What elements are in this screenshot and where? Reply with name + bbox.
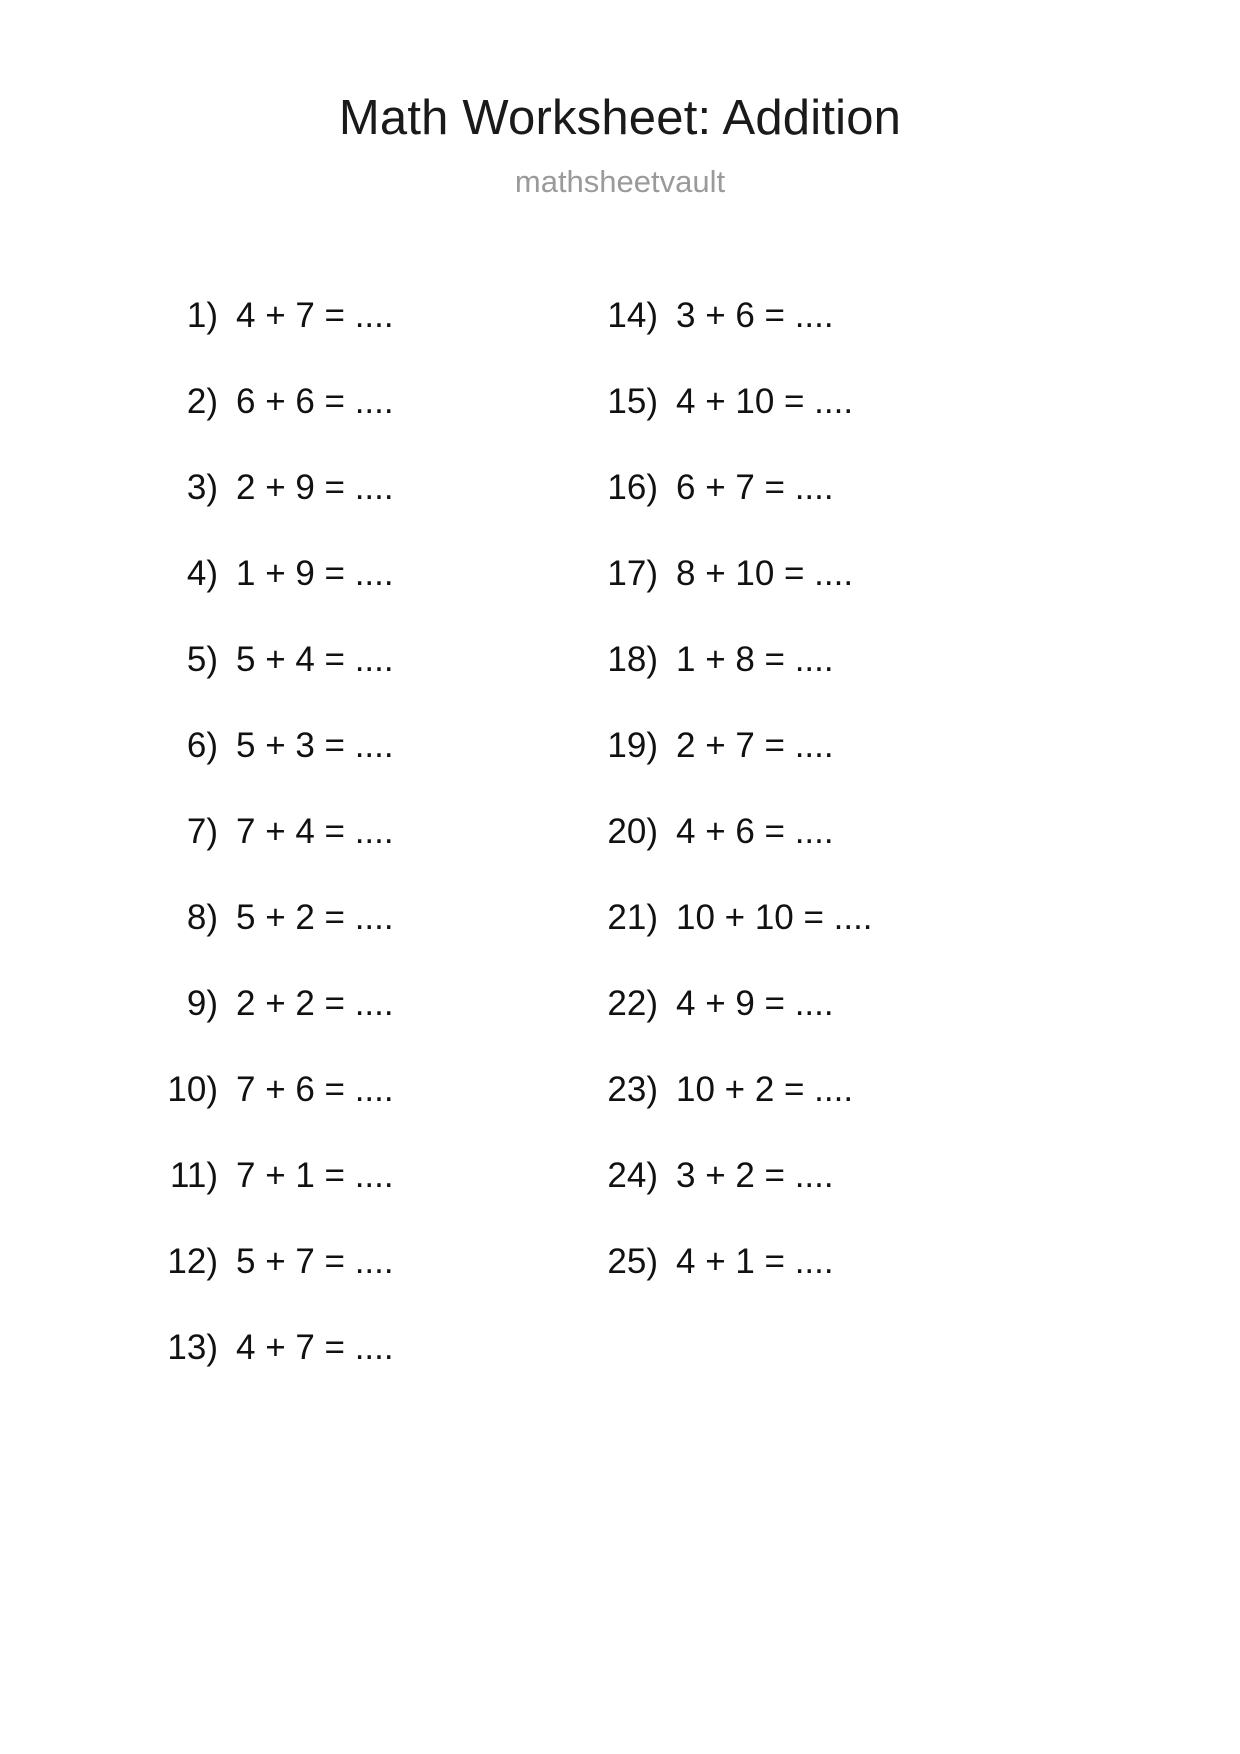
problem-expression: 7 + 6 = ....: [236, 1070, 394, 1109]
problem-item: [160, 898, 600, 984]
problem-item: [160, 726, 600, 812]
problem-item: [600, 296, 1040, 382]
problem-item: [600, 640, 1040, 726]
problem-item: [600, 984, 1040, 1070]
problem-list: [0, 296, 1240, 1414]
problem-expression: 7 + 4 = ....: [236, 812, 394, 851]
problem-expression: 6 + 6 = ....: [236, 382, 394, 421]
problem-number: 6): [186, 726, 218, 765]
problem-expression: 10 + 2 = ....: [676, 1070, 854, 1109]
problem-item: [600, 812, 1040, 898]
problem-item: [160, 1328, 600, 1414]
problem-expression: 4 + 10 = ....: [676, 382, 854, 421]
problem-item: [600, 1242, 1040, 1328]
problem-expression: 2 + 2 = ....: [236, 984, 394, 1023]
problem-item: [600, 468, 1040, 554]
problem-expression: 4 + 7 = ....: [236, 296, 394, 335]
problem-item: [600, 1156, 1040, 1242]
problem-expression: 10 + 10 = ....: [676, 898, 873, 937]
problem-item: [160, 984, 600, 1070]
problem-item: [160, 1070, 600, 1156]
problem-number: 8): [186, 898, 218, 937]
problem-expression: 7 + 1 = ....: [236, 1156, 394, 1195]
problem-expression: 5 + 4 = ....: [236, 640, 394, 679]
problem-number: 20): [607, 812, 658, 851]
problem-item: [160, 296, 600, 382]
problem-expression: 5 + 2 = ....: [236, 898, 394, 937]
problem-item: [160, 640, 600, 726]
problem-number: 22): [607, 984, 658, 1023]
problem-number: 21): [607, 898, 658, 937]
problem-item: [600, 1070, 1040, 1156]
problem-number: 16): [607, 468, 658, 507]
page-subtitle: mathsheetvault: [514, 164, 726, 199]
problem-item: [160, 468, 600, 554]
problem-expression: 3 + 2 = ....: [676, 1156, 834, 1195]
problem-number: 24): [607, 1156, 658, 1195]
left-column: [160, 296, 600, 1414]
page-title: Math Worksheet: Addition: [338, 91, 902, 145]
problem-number: 1): [186, 296, 218, 335]
problem-number: 9): [186, 984, 218, 1023]
problem-expression: 1 + 9 = ....: [236, 554, 394, 593]
problem-number: 17): [607, 554, 658, 593]
problem-expression: 6 + 7 = ....: [676, 468, 834, 507]
problem-expression: 5 + 3 = ....: [236, 726, 394, 765]
problem-number: 14): [607, 296, 658, 335]
problem-item: [160, 554, 600, 640]
problem-item: [160, 382, 600, 468]
problem-expression: 5 + 7 = ....: [236, 1242, 394, 1281]
problem-expression: 1 + 8 = ....: [676, 640, 834, 679]
problem-expression: 4 + 1 = ....: [676, 1242, 834, 1281]
problem-number: 15): [607, 382, 658, 421]
problem-expression: 4 + 9 = ....: [676, 984, 834, 1023]
problem-number: 7): [186, 812, 218, 851]
problem-expression: 4 + 7 = ....: [236, 1328, 394, 1367]
problem-number: 2): [186, 382, 218, 421]
problem-item: [600, 382, 1040, 468]
problem-number: 5): [186, 640, 218, 679]
problem-item: [160, 1156, 600, 1242]
problem-number: 4): [186, 554, 218, 593]
problem-item: [600, 898, 1040, 984]
problem-expression: 8 + 10 = ....: [676, 554, 854, 593]
problem-item: [160, 812, 600, 898]
problem-number: 3): [186, 468, 218, 507]
problem-expression: 4 + 6 = ....: [676, 812, 834, 851]
problem-number: 11): [170, 1156, 218, 1195]
problem-number: 23): [607, 1070, 658, 1109]
problem-number: 19): [607, 726, 658, 765]
problem-number: 13): [167, 1328, 218, 1367]
problem-expression: 3 + 6 = ....: [676, 296, 834, 335]
problem-item: [160, 1242, 600, 1328]
right-column: [600, 296, 1040, 1414]
problem-number: 10): [167, 1070, 218, 1109]
problem-item: [600, 554, 1040, 640]
problem-expression: 2 + 9 = ....: [236, 468, 394, 507]
problem-item: [600, 726, 1040, 812]
problem-number: 12): [167, 1242, 218, 1281]
problem-expression: 2 + 7 = ....: [676, 726, 834, 765]
problem-number: 18): [607, 640, 658, 679]
problem-number: 25): [607, 1242, 658, 1281]
